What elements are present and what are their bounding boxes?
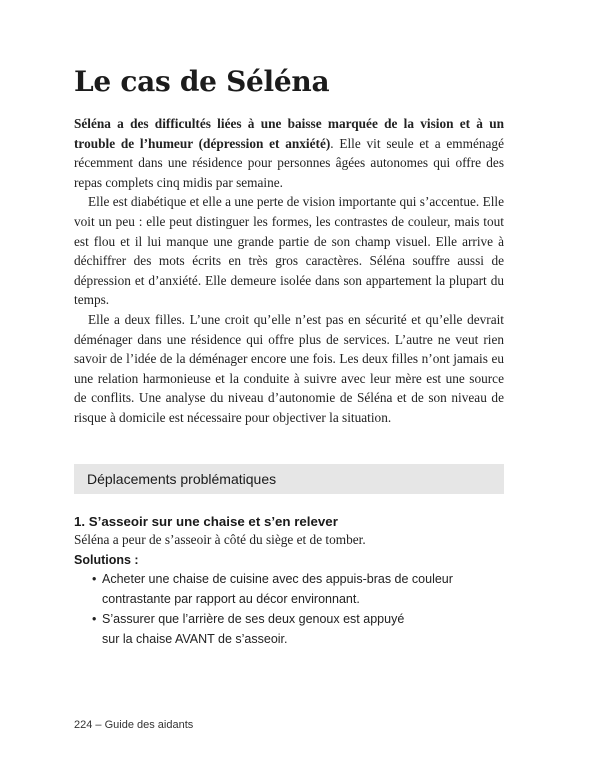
intro-rest: . Elle vit seule et a emménagé récemment dans une résidence pour personnes âgées autonomes qui offre des repas complets cinq midis par semaine. xyxy=(74,135,504,190)
section-header: Déplacements problématiques xyxy=(74,464,504,494)
intro-bold: Séléna a des difficultés liées à une baisse marquée de la vision et à un trouble de l’humeur (dépression et anxiété) xyxy=(74,116,504,151)
page-footer: 224 – Guide des aidants xyxy=(74,719,194,731)
solutions-label: Solutions : xyxy=(74,553,139,567)
case-story xyxy=(74,114,504,428)
solution-item xyxy=(92,569,492,609)
solution-text: contrastante par rapport au décor environnant. xyxy=(102,592,360,606)
solution-item xyxy=(92,609,492,649)
solution-text: S’assurer que l’arrière de ses deux genoux est appuyé xyxy=(102,612,405,626)
paragraph-daughters: Elle a deux filles. L’une croit qu’elle n’est pas en sécurité et qu’elle devrait déménager dans une résidence qui offre plus de services. L’autre ne veut rien savoir de l’idée de la déménager encore une fois. Les deux filles n’ont jamais eu une relation harmonieuse et la conduite à suivre avec leur mère est une source de conflits. Une analyse du niveau d’autonomie de Séléna et de son niveau de risque à domicile est nécessaire pour objectiver la situation. xyxy=(74,311,504,425)
solution-text: Acheter une chaise de cuisine avec des appuis-bras de couleur xyxy=(102,572,453,586)
solution-text: sur la chaise AVANT de s’asseoir. xyxy=(102,632,288,646)
item-description: Séléna a peur de s’asseoir à côté du siège et de tomber. xyxy=(74,532,366,547)
page-title: Le cas de Séléna xyxy=(74,65,330,98)
intro-paragraph xyxy=(74,114,504,192)
solutions-list xyxy=(92,569,492,649)
paragraph-vision: Elle est diabétique et elle a une perte de vision importante qui s’accentue. Elle voit un peu : elle peut distinguer les formes, les contrastes de couleur, mais tout est flou et il lui manque une grande partie de son champ visuel. Elle arrive à déchiffrer des mots écrits en très gros caractères. Séléna souffre aussi de dépression et d’anxiété. Elle demeure isolée dans son appartement la plupart du temps. xyxy=(74,194,504,308)
item-heading: 1. S’asseoir sur une chaise et s’en relever xyxy=(74,514,338,529)
